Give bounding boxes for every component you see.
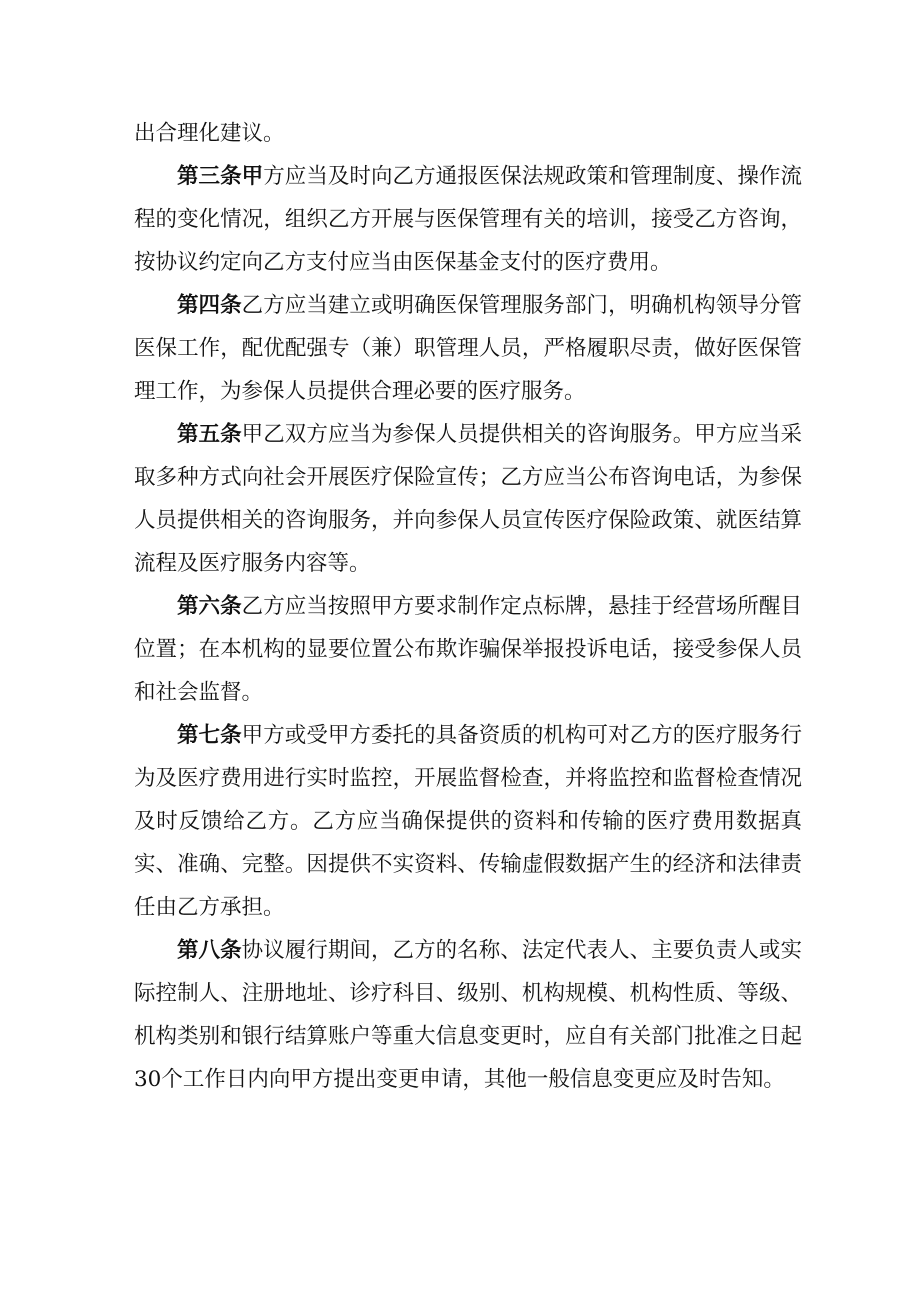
paragraph-text: 出合理化建议。 <box>134 121 285 146</box>
article-heading: 第七条 <box>177 723 242 748</box>
paragraph-continuation <box>134 112 802 155</box>
article-5-paragraph <box>134 413 802 585</box>
paragraph-text: 方应当及时向乙方通报医保法规政策和管理制度、操作流程的变化情况，组织乙方开展与医保管理有关的培训，接受乙方咨询，按协议约定向乙方支付应当由医保基金支付的医疗费用。 <box>134 164 802 275</box>
article-heading: 第四条 <box>177 293 242 318</box>
paragraph-text: 乙方应当按照甲方要求制作定点标牌，悬挂于经营场所醒目位置；在本机构的显要位置公布欺诈骗保举报投诉电话，接受参保人员和社会监督。 <box>134 594 802 705</box>
paragraph-text: 甲方或受甲方委托的具备资质的机构可对乙方的医疗服务行为及医疗费用进行实时监控，开展监督检查，并将监控和监督检查情况及时反馈给乙方。乙方应当确保提供的资料和传输的医疗费用数据真实、准确、完整。因提供不实资料、传输虚假数据产生的经济和法律责任由乙方承担。 <box>134 723 802 920</box>
article-6-paragraph <box>134 585 802 714</box>
article-heading: 第五条 <box>177 422 242 447</box>
paragraph-text: 乙方应当建立或明确医保管理服务部门，明确机构领导分管医保工作，配优配强专（兼）职管理人员，严格履职尽责，做好医保管理工作，为参保人员提供合理必要的医疗服务。 <box>134 293 802 404</box>
paragraph-text: 协议履行期间，乙方的名称、法定代表人、主要负责人或实际控制人、注册地址、诊疗科目、级别、机构规模、机构性质、等级、机构类别和银行结算账户等重大信息变更时，应自有关部门批准之日起30个工作日内向甲方提出变更申请，其他一般信息变更应及时告知。 <box>134 938 802 1092</box>
paragraph-text: 甲乙双方应当为参保人员提供相关的咨询服务。甲方应当采取多种方式向社会开展医疗保险宣传；乙方应当公布咨询电话，为参保人员提供相关的咨询服务，并向参保人员宣传医疗保险政策、就医结算流程及医疗服务内容等。 <box>134 422 802 576</box>
article-4-paragraph <box>134 284 802 413</box>
article-8-paragraph <box>134 929 802 1101</box>
article-heading: 第八条 <box>177 938 242 963</box>
article-7-paragraph <box>134 714 802 929</box>
article-3-paragraph <box>134 155 802 284</box>
article-heading: 第三条甲 <box>177 164 264 189</box>
document-body <box>134 112 802 1101</box>
article-heading: 第六条 <box>177 594 242 619</box>
